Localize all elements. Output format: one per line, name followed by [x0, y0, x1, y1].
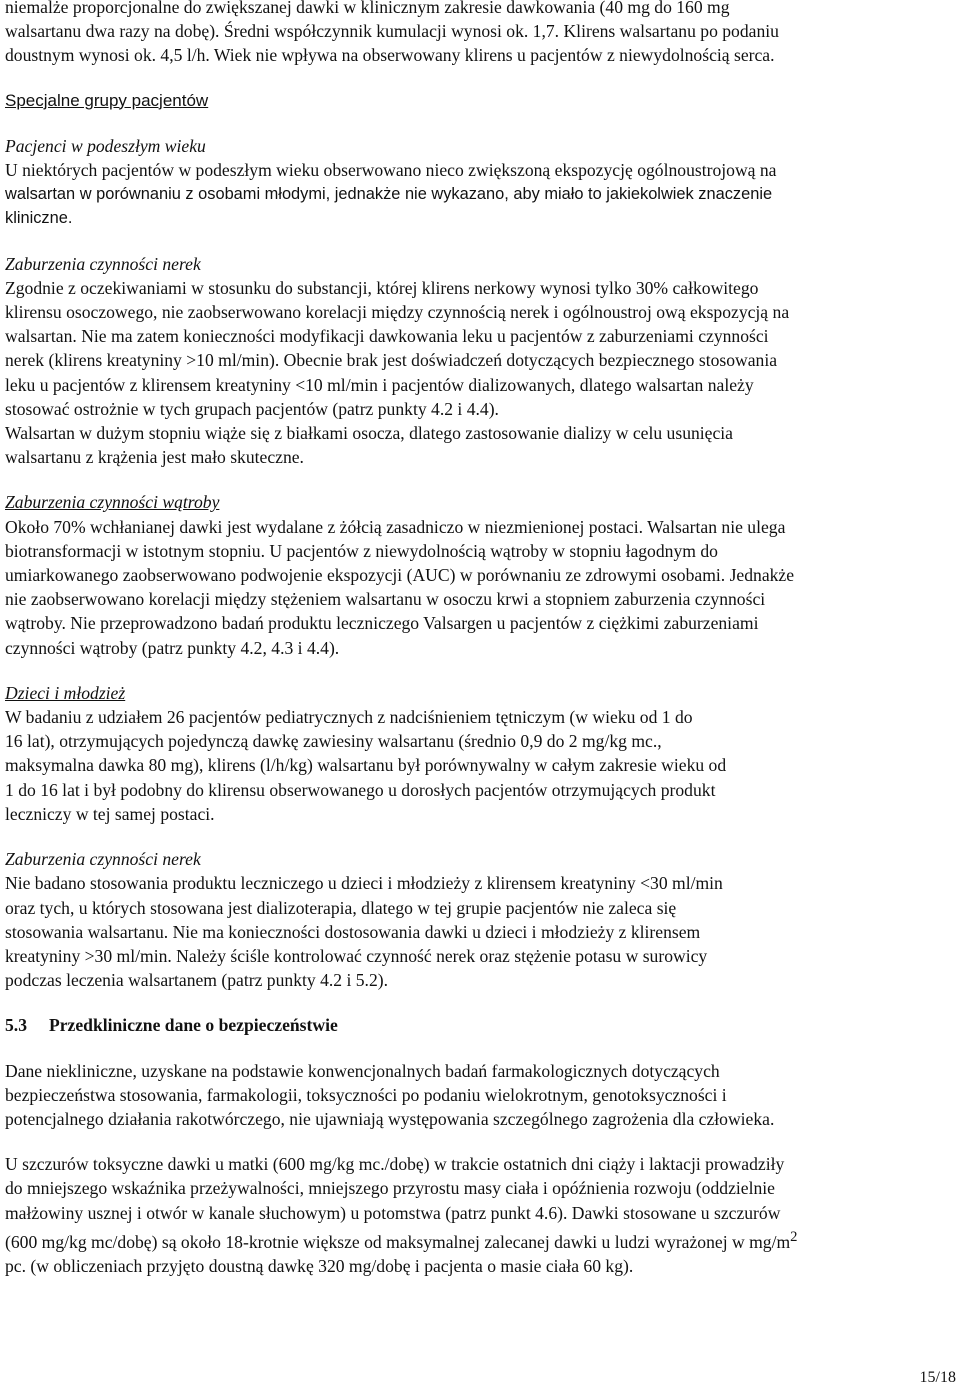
text-line: do mniejszego wskaźnika przeżywalności, mniejszego przyrostu masy ciała i opóźnienia rozwoju (oddzielnie [5, 1178, 775, 1199]
text-line: walsartan. Nie ma zatem konieczności modyfikacji dawkowania leku u pacjentów z zaburzeniami czynności [5, 326, 769, 347]
hepatic-heading: Zaburzenia czynności wątroby [5, 492, 220, 513]
text-line: Walsartan w dużym stopniu wiąże się z białkami osocza, dlatego zastosowanie dializy w celu usunięcia [5, 423, 733, 444]
text-line: Dane niekliniczne, uzyskane na podstawie konwencjonalnych badań farmakologicznych dotyczących [5, 1060, 720, 1081]
special-groups-section [5, 89, 955, 113]
hepatic-section [5, 490, 955, 659]
text-line: małżowiny usznej i otwór w kanale słuchowym) u potomstwa (patrz punkt 4.6). Dawki stosowane u szczurów [5, 1202, 781, 1223]
text-line: stosowania walsartanu. Nie ma konieczności dostosowania dawki u dzieci i młodzieży z klirensem [5, 921, 701, 942]
special-groups-heading: Specjalne grupy pacjentów [5, 90, 209, 110]
text-line: stosować ostrożnie w tych grupach pacjentów (patrz punkty 4.2 i 4.4). [5, 398, 499, 419]
children-renal-section [5, 847, 955, 992]
text-line: leku u pacjentów z klirensem kreatyniny <10 ml/min i pacjentów dializowanych, dlatego walsartan należy [5, 374, 754, 395]
text-line: doustnym wynosi ok. 4,5 l/h. Wiek nie wpływa na obserwowany klirens u pacjentów z niewydolnością serca. [5, 45, 775, 66]
elderly-section [5, 134, 955, 231]
text-line: umiarkowanego zaobserwowano podwojenie ekspozycji (AUC) w porównaniu ze zdrowymi osobami. Jednakże [5, 565, 795, 586]
text-line: walsartanu z krążenia jest mało skuteczne. [5, 447, 304, 468]
text-line: czynności wątroby (patrz punkty 4.2, 4.3 i 4.4). [5, 637, 340, 658]
text-line: walsartanu dwa razy na dobę). Średni współczynnik kumulacji wynosi ok. 1,7. Klirens walsartanu po podaniu [5, 21, 779, 42]
section-title: Przedkliniczne dane o bezpieczeństwie [49, 1015, 338, 1036]
text-line: W badaniu z udziałem 26 pacjentów pediatrycznych z nadciśnieniem tętniczym (w wieku od 1 do [5, 707, 693, 728]
document-page [5, 0, 955, 1278]
text-line-with-superscript [5, 1225, 955, 1254]
text-line: wątroby. Nie przeprowadzono badań produktu leczniczego Valsargen u pacjentów z ciężkimi zaburzeniami [5, 613, 759, 634]
renal-section [5, 252, 955, 470]
text-line: leczniczy w tej samej postaci. [5, 803, 215, 824]
section-5-3-heading [5, 1013, 955, 1037]
text-line: 1 do 16 lat i był podobny do klirensu obserwowanego u dorosłych pacjentów otrzymujących produkt [5, 779, 716, 800]
text-line: bezpieczeństwa stosowania, farmakologii, toksyczności po podaniu wielokrotnym, genotoksyczności i [5, 1084, 727, 1105]
text-line: pc. (w obliczeniach przyjęto doustną dawkę 320 mg/dobę i pacjenta o masie ciała 60 kg). [5, 1255, 634, 1276]
text-line: Nie badano stosowania produktu leczniczego u dzieci i młodzieży z klirensem kreatyniny <30 ml/min [5, 873, 723, 894]
text-line: U niektórych pacjentów w podeszłym wieku obserwowano nieco zwiększoną ekspozycję ogólnoustrojową na [5, 160, 777, 181]
elderly-heading: Pacjenci w podeszłym wieku [5, 135, 206, 156]
preclinical-paragraph-1 [5, 1059, 955, 1132]
page-number: 15/18 [919, 1369, 956, 1386]
children-heading: Dzieci i młodzież [5, 682, 126, 703]
text-line: kliniczne. [5, 209, 73, 228]
text-line: niemalże proporcjonalne do zwiększanej dawki w klinicznym zakresie dawkowania (40 mg do 160 mg [5, 0, 730, 17]
text-line: U szczurów toksyczne dawki u matki (600 mg/kg mc./dobę) w trakcie ostatnich dni ciąży i laktacji prowadziły [5, 1154, 785, 1175]
children-section [5, 681, 955, 826]
text-line: potencjalnego działania rakotwórczego, nie ujawniają występowania szczególnego zagrożenia dla człowieka. [5, 1108, 775, 1129]
renal-heading: Zaburzenia czynności nerek [5, 253, 201, 274]
text-line: nie zaobserwowano korelacji między stężeniem walsartanu w osoczu krwi a stopniem zaburzenia czynności [5, 589, 766, 610]
text-line: nerek (klirens kreatyniny >10 ml/min). Obecnie brak jest doświadczeń dotyczących bezpiecznego stosowania [5, 350, 778, 371]
text-line: kreatyniny >30 ml/min. Należy ściśle kontrolować czynność nerek oraz stężenie potasu w surowicy [5, 945, 708, 966]
text-line: (600 mg/kg mc/dobę) są około 18-krotnie większe od maksymalnej zalecanej dawki u ludzi wyrażonej w mg/m [5, 1231, 791, 1252]
children-renal-heading: Zaburzenia czynności nerek [5, 849, 201, 870]
intro-paragraph [5, 0, 955, 68]
text-line: biotransformacji w istotnym stopniu. U pacjentów z niewydolnością wątroby w stopniu łagodnym do [5, 540, 718, 561]
section-number: 5.3 [5, 1015, 27, 1036]
text-line: oraz tych, u których stosowana jest dializoterapia, dlatego w tej grupie pacjentów nie zaleca się [5, 897, 677, 918]
text-line: 16 lat), otrzymujących pojedynczą dawkę zawiesiny walsartanu (średnio 0,9 do 2 mg/kg mc., [5, 731, 662, 752]
text-line: klirensu osoczowego, nie zaobserwowano korelacji między czynnością nerek i ogólnoustroj ową ekspozycją na [5, 302, 790, 323]
text-line: podczas leczenia walsartanem (patrz punkty 4.2 i 5.2). [5, 970, 388, 991]
text-line: maksymalna dawka 80 mg), klirens (l/h/kg) walsartanu był porównywalny w całym zakresie wieku od [5, 755, 727, 776]
preclinical-paragraph-2 [5, 1152, 955, 1278]
superscript: 2 [790, 1228, 798, 1245]
text-line: Około 70% wchłanianej dawki jest wydalane z żółcią zasadniczo w niezmienionej postaci. Walsartan nie ulega [5, 516, 786, 537]
text-line: walsartan w porównaniu z osobami młodymi, jednakże nie wykazano, aby miało to jakiekolwiek znaczenie [5, 185, 773, 204]
text-line: Zgodnie z oczekiwaniami w stosunku do substancji, której klirens nerkowy wynosi tylko 30% całkowitego [5, 277, 759, 298]
